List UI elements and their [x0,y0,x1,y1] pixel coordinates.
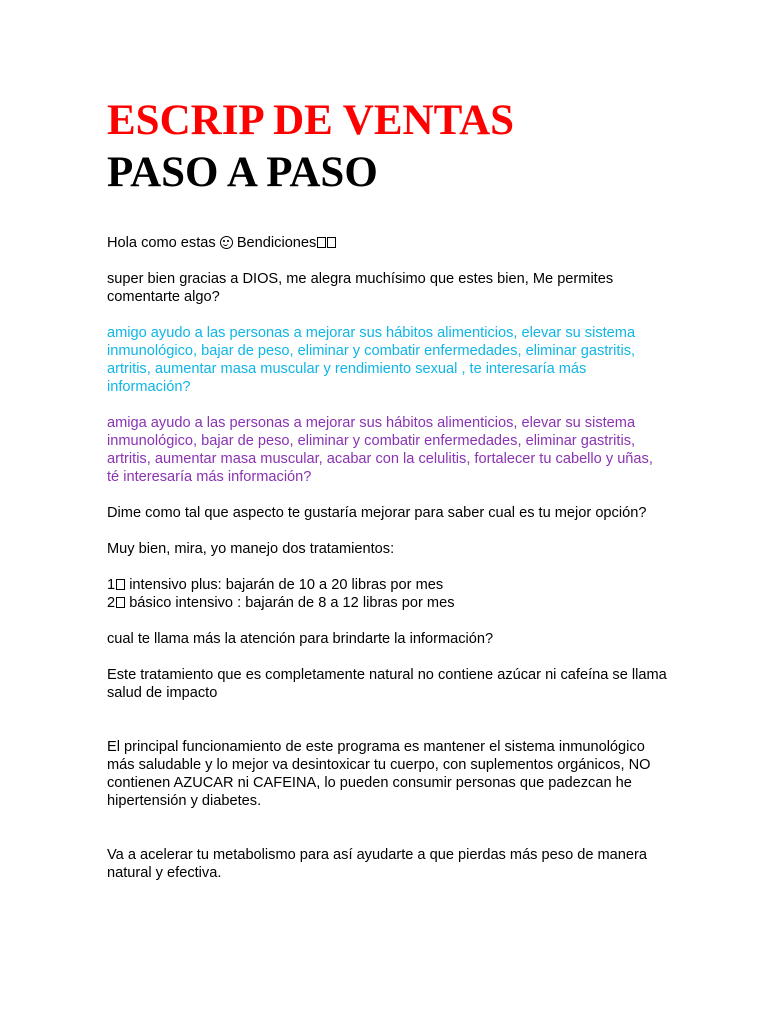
metabolism-paragraph: Va a acelerar tu metabolismo para así ayudarte a que pierdas más peso de manera natural y efectiva. [107,847,648,881]
treatment-number: 1 [107,577,116,593]
pitch-female-paragraph: amiga ayudo a las personas a mejorar sus hábitos alimenticios, elevar su sistema inmunológico, bajar de peso, eliminar y combatir enfermedades, eliminar gastritis, artritis, aumentar masa muscular, acabar con la celulitis, fortalecer tu cabello y uñas, té interesaría más información? [107,415,653,485]
document-body [107,234,667,882]
treatment-description-paragraph: Este tratamiento que es completamente natural no contiene azúcar ni cafeína se llama salud de impacto [107,667,667,701]
greeting-text: Hola como estas [107,235,216,251]
treatments-list [107,576,667,612]
program-description-paragraph: El principal funcionamiento de este programa es mantener el sistema inmunológico más saludable y lo mejor va desintoxicar tu cuerpo, con suplementos orgánicos, NO contienen AZUCAR ni CAFEINA, lo pueden consumir personas que padezcan he hipertensión y diabetes. [107,739,651,809]
missing-glyph-icon [327,237,336,248]
treatment-item [107,576,667,594]
reply-paragraph: super bien gracias a DIOS, me alegra muchísimo que estes bien, Me permites comentarte algo? [107,271,614,305]
smiling-face-icon [220,236,233,249]
aspect-question-paragraph: Dime como tal que aspecto te gustaría mejorar para saber cual es tu mejor opción? [107,505,647,521]
choice-question-paragraph: cual te llama más la atención para brindarte la información? [107,631,494,647]
missing-glyph-icon [116,579,125,590]
greeting-word: Bendiciones [236,235,317,251]
missing-glyph-icon [317,237,326,248]
title-line-1: ESCRIP DE VENTAS [107,97,515,144]
document-page [107,96,667,882]
pitch-male-paragraph: amigo ayudo a las personas a mejorar sus hábitos alimenticios, elevar su sistema inmunológico, bajar de peso, eliminar y combatir enfermedades, eliminar gastritis, artritis, aumentar masa muscular y rendimiento sexual , te interesaría más información? [107,325,636,395]
greeting-paragraph [107,234,667,252]
treatment-text: básico intensivo : bajarán de 8 a 12 libras por mes [129,595,455,611]
treatments-intro-paragraph: Muy bien, mira, yo manejo dos tratamientos: [107,541,395,557]
treatment-item [107,594,667,612]
missing-glyph-icon [116,597,125,608]
treatment-number: 2 [107,595,116,611]
title-line-2: PASO A PASO [107,149,378,196]
treatment-text: intensivo plus: bajarán de 10 a 20 libras por mes [129,577,444,593]
